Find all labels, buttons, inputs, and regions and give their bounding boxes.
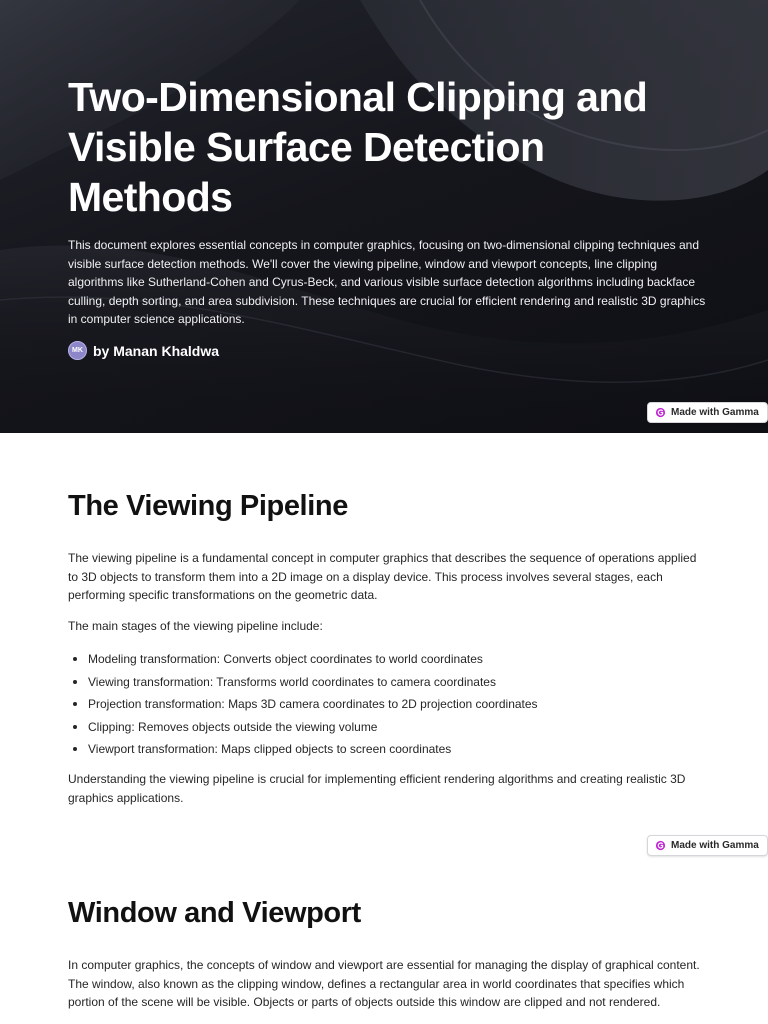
document-title: Two-Dimensional Clipping and Visible Surface Detection Methods: [68, 74, 648, 220]
viewing-pipeline-stages-intro: The main stages of the viewing pipeline include:: [68, 619, 323, 633]
list-item: Viewport transformation: Maps clipped objects to screen coordinates: [68, 738, 708, 761]
badge-label: Made with Gamma: [671, 840, 759, 851]
viewing-pipeline-conclusion: Understanding the viewing pipeline is crucial for implementing efficient rendering algorithms and creating realistic 3D graphics applications.: [68, 772, 686, 805]
document-description: This document explores essential concepts in computer graphics, focusing on two-dimensional clipping techniques and visible surface detection methods. We'll cover the viewing pipeline, window and viewport concepts, line clipping algorithms like Sutherland-Cohen and Cyrus-Beck, and various visible surface detection algorithms including backface culling, depth sorting, and area subdivision. These techniques are crucial for efficient rendering and realistic 3D graphics in computer science applications.: [68, 238, 706, 327]
section-title-window-viewport: Window and Viewport: [68, 897, 361, 929]
list-item: Viewing transformation: Transforms world coordinates to camera coordinates: [68, 671, 708, 694]
list-item: Modeling transformation: Converts object coordinates to world coordinates: [68, 648, 708, 671]
section-title-viewing-pipeline: The Viewing Pipeline: [68, 490, 348, 522]
hero-section: [0, 0, 768, 433]
avatar: MK: [68, 341, 87, 360]
gamma-logo-icon: [655, 407, 666, 418]
window-viewport-intro: In computer graphics, the concepts of window and viewport are essential for managing the display of graphical content. The window, also known as the clipping window, defines a rectangular area in world coordinates that specifies which portion of the scene will be visible. Objects or parts of objects outside this window are clipped and not rendered.: [68, 958, 700, 1010]
author-name: by Manan Khaldwa: [93, 342, 220, 359]
author-line: [68, 341, 219, 360]
gamma-logo-icon: [655, 840, 666, 851]
viewing-pipeline-stage-list: [68, 648, 708, 761]
made-with-gamma-button[interactable]: [647, 402, 768, 423]
made-with-gamma-button[interactable]: [647, 835, 768, 856]
list-item: Clipping: Removes objects outside the viewing volume: [68, 716, 708, 739]
badge-label: Made with Gamma: [671, 407, 759, 418]
viewing-pipeline-intro: The viewing pipeline is a fundamental concept in computer graphics that describes the sequence of operations applied to 3D objects to transform them into a 2D image on a display device. This process involves several stages, each performing specific transformations on the geometric data.: [68, 551, 697, 603]
list-item: Projection transformation: Maps 3D camera coordinates to 2D projection coordinates: [68, 693, 708, 716]
